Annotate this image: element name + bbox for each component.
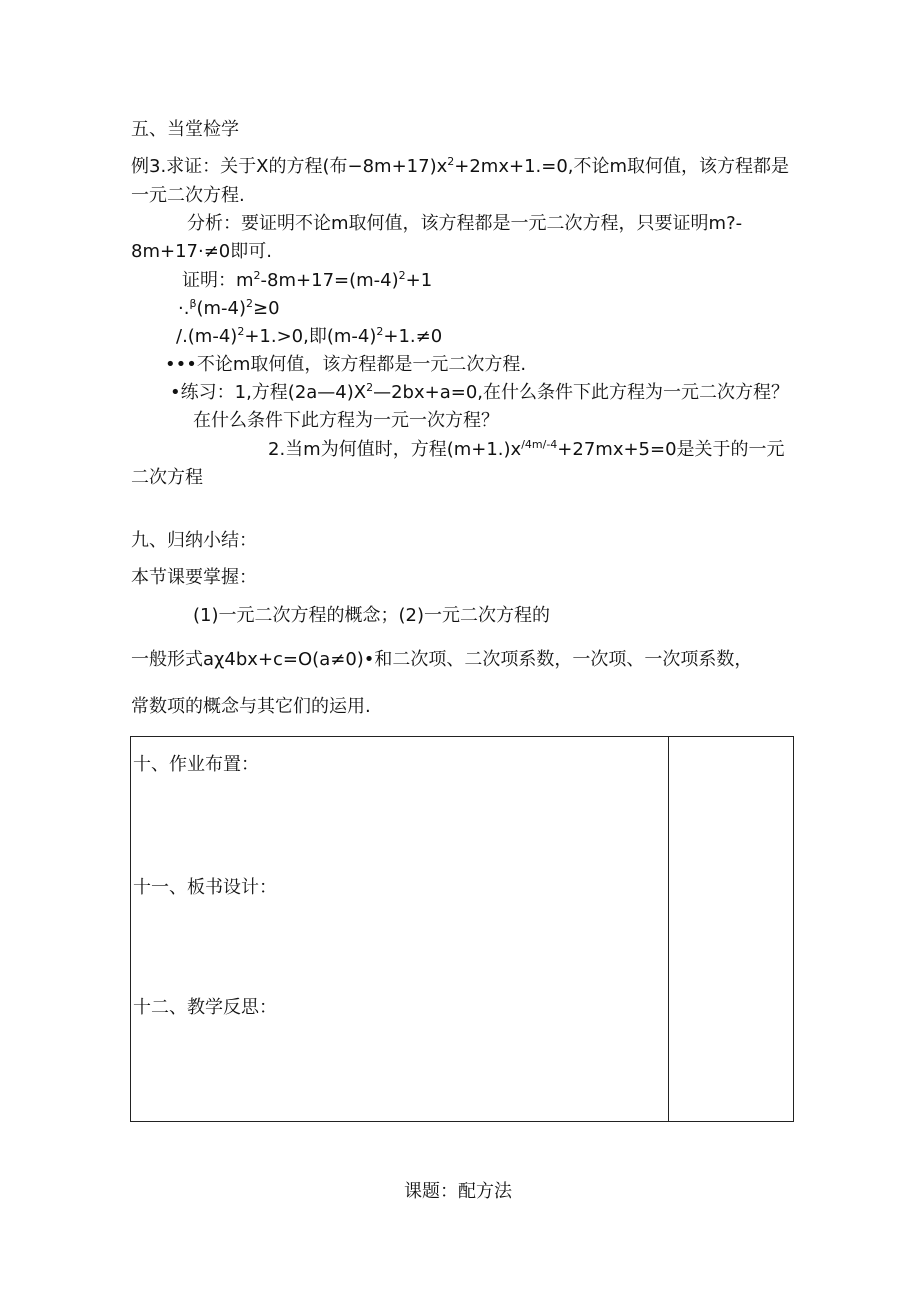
summary-line-1: (1)一元二次方程的概念；(2)一元二次方程的 (193, 605, 550, 626)
practice-line-1: •练习：1,方程$(2a—4)X^2—2bx+a=0$,在什么条件下此方程为一元二次方程？ (170, 381, 790, 403)
summary-line-2: 一般形式aχ4bx+c=O(a≠0)•和二次项、二次项系数，一次项、一次项系数， (131, 649, 753, 670)
lesson-title: 课题：配方法 (404, 1181, 512, 1202)
board-design-label: 十一、板书设计： (133, 877, 277, 898)
section-heading: 五、当堂检学 (131, 119, 239, 140)
practice-line-3: 2.当m为何值时，方程$(m+1.)x^{/4m/-4}+27mx+5=0$是关于的一元 (268, 438, 785, 460)
analysis-line-1: 分析：要证明不论m取何值，该方程都是一元二次方程，只要证明m?- (187, 213, 743, 234)
summary-heading: 九、归纳小结： (131, 530, 257, 551)
proof-line-3: $/.(m-4)^2+1.>0$,即$(m-4)^2+1.\ne 0$ (176, 325, 443, 347)
summary-intro: 本节课要掌握： (131, 567, 257, 588)
example-line-1: 例3.求证：关于X的方程(布$-8m+17)x^2+2mx+1.=0$,不论m取何值，该方程都是 (131, 155, 790, 177)
proof-line-1: 证明：$m^2-8m+17=(m-4)^2+1$ (182, 269, 433, 291)
proof-line-2: $\cdot.^\beta(m-4)^2\ge 0$ (178, 297, 280, 319)
proof-conclusion: •••不论m取何值，该方程都是一元二次方程. (165, 354, 527, 375)
reflection-label: 十二、教学反思： (133, 997, 277, 1018)
lesson-table (130, 736, 794, 1122)
practice-line-2: 在什么条件下此方程为一元一次方程？ (193, 410, 499, 431)
table-divider (668, 737, 669, 1121)
homework-label: 十、作业布置： (133, 754, 259, 775)
summary-line-3: 常数项的概念与其它们的运用. (131, 696, 371, 717)
example-line-2: 一元二次方程. (131, 185, 245, 206)
analysis-line-2: 8m+17·≠0即可. (131, 241, 272, 262)
practice-line-4: 二次方程 (131, 467, 203, 488)
